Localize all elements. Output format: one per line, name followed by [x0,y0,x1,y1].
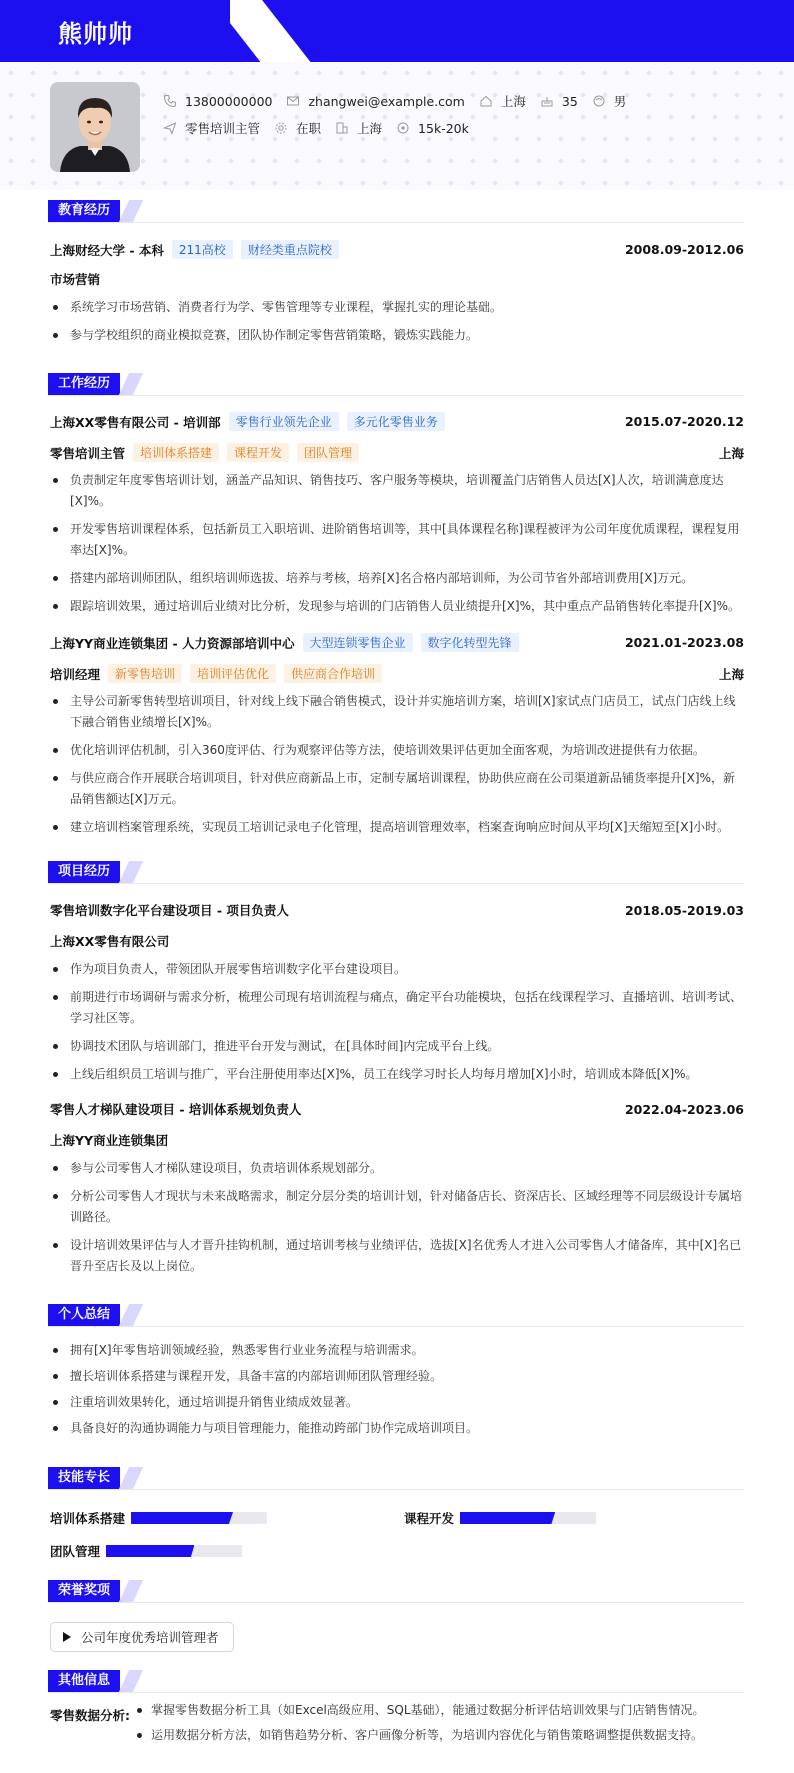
job-role: 零售培训主管 [50,445,126,461]
cake-icon [540,94,554,108]
school-tag: 211高校 [172,240,233,259]
avatar [50,82,140,172]
work-item-2-role [50,664,744,683]
job-target: 零售培训主管 [185,121,261,136]
email-icon [286,94,300,108]
major: 市场营销 [50,272,101,287]
project-item-2-bullets [50,1158,744,1284]
list-item: 搭建内部培训师团队，组织培训师选拔、培养与考核，培养[X]名合格内部培训师，为公司节省外部培训费用[X]万元。 [50,568,744,589]
project-item-1-header [50,901,744,919]
project-period: 2018.05-2019.03 [624,902,744,918]
education-bullets [50,297,744,353]
skill-level-fill [106,1545,194,1557]
list-item: 参与公司零售人才梯队建设项目，负责培训体系规划部分。 [50,1158,744,1179]
skill-bar [131,1512,267,1524]
section-decoration [119,1580,143,1602]
section-title: 技能专长 [48,1467,120,1489]
school-name: 上海财经大学 - 本科 [50,242,164,258]
skill-name: 团队管理 [50,1544,101,1559]
salary-icon [396,121,410,135]
work-period: 2015.07-2020.12 [624,414,744,429]
role-tag: 新零售培训 [108,664,182,683]
other-label: 零售数据分析: [50,1708,130,1723]
summary-bullets [50,1340,744,1444]
skill-item [404,1509,596,1527]
send-icon [163,121,177,135]
divider [48,395,744,396]
section-title: 项目经历 [48,861,120,883]
list-item: 与供应商合作开展联合培训项目，针对供应商新品上市，定制专属培训课程，协助供应商在公司渠道新品铺货率提升[X]%，新品销售额达[X]万元。 [50,768,744,810]
list-item: 擅长培训体系搭建与课程开发，具备丰富的内部培训师团队管理经验。 [50,1366,744,1387]
divider [48,222,744,223]
skill-item [50,1509,267,1527]
work-item-1-bullets [50,470,744,624]
email-address: zhangwei@example.com [308,93,465,109]
list-item: 注重培训效果转化，通过培训提升销售业绩成效显著。 [50,1392,744,1413]
skill-bar [460,1512,596,1524]
contact-row [163,92,640,110]
phone-number: 13800000000 [185,93,273,109]
company-tag: 零售行业领先企业 [229,412,339,431]
section-awards [48,1580,744,1602]
company-tag: 数字化转型先锋 [421,633,519,652]
list-item: 主导公司新零售转型培训项目，针对线上线下融合销售模式，设计并实施培训方案，培训[X]家试点门店员工，试点门店线上线下融合销售业绩增长[X]%。 [50,691,744,733]
skill-level-fill [460,1512,555,1524]
section-work [48,373,744,395]
work-city: 上海 [718,666,744,682]
work-item-2-bullets [50,691,744,845]
education-item [50,240,744,259]
section-title: 荣誉奖项 [48,1580,120,1602]
role-tag: 培训体系搭建 [133,443,219,462]
job-role: 培训经理 [50,666,101,682]
project-period: 2022.04-2023.06 [624,1101,744,1117]
list-item: 参与学校组织的商业模拟竞赛，团队协作制定零售营销策略，锻炼实践能力。 [50,325,744,346]
project-item-1-bullets [50,959,744,1092]
role-tag: 课程开发 [227,443,289,462]
project-title: 零售人才梯队建设项目 - 培训体系规划负责人 [50,1102,302,1117]
project-org: 上海XX零售有限公司 [50,934,170,949]
award-item [50,1622,234,1652]
list-item: 跟踪培训效果，通过培训后业绩对比分析，发现参与培训的门店销售人员业绩提升[X]%，其中重点产品销售转化率提升[X]%。 [50,596,744,617]
age: 35 [561,93,578,109]
section-decoration [119,861,143,883]
list-item: 负责制定年度零售培训计划，涵盖产品知识、销售技巧、客户服务等模块，培训覆盖门店销售人员达[X]人次，培训满意度达[X]%。 [50,470,744,512]
project-org: 上海YY商业连锁集团 [50,1133,169,1148]
section-title: 其他信息 [48,1670,120,1692]
play-icon [63,1632,71,1642]
section-title: 个人总结 [48,1304,120,1326]
skill-name: 培训体系搭建 [50,1511,126,1526]
divider [48,883,744,884]
list-item: 具备良好的沟通协调能力与项目管理能力，能推动跨部门协作完成培训项目。 [50,1418,744,1439]
company-tag: 大型连锁零售企业 [303,633,413,652]
divider [48,1489,744,1490]
section-decoration [119,200,143,222]
company-tag: 多元化零售业务 [347,412,445,431]
location: 上海 [500,94,526,109]
job-intent-row [163,119,483,137]
section-title: 工作经历 [48,373,120,395]
company-name: 上海YY商业连锁集团 - 人力资源部培训中心 [50,635,295,651]
employment-status: 在职 [296,121,322,136]
divider [48,1326,744,1327]
list-item: 拥有[X]年零售培训领域经验，熟悉零售行业业务流程与培训需求。 [50,1340,744,1361]
list-item: 掌握零售数据分析工具（如Excel高级应用、SQL基础），能通过数据分析评估培训效果与门店销售情况。 [135,1700,745,1721]
list-item: 优化培训评估机制，引入360度评估、行为观察评估等方法，使培训效果评估更加全面客观，为培训改进提供有力依据。 [50,740,744,761]
target-city: 上海 [357,121,383,136]
school-tag: 财经类重点院校 [241,240,339,259]
section-decoration [119,373,143,395]
avatar-photo [50,82,140,172]
work-item-2-header [50,633,744,652]
divider [48,1692,744,1693]
work-period: 2021.01-2023.08 [624,635,744,650]
project-item-2-header [50,1100,744,1118]
list-item: 上线后组织员工培训与推广，平台注册使用率达[X]%，员工在线学习时长人均每月增加[X]小时，培训成本降低[X]%。 [50,1064,744,1085]
phone-icon [163,94,177,108]
education-period: 2008.09-2012.06 [624,242,744,257]
section-other [48,1670,744,1692]
project-title: 零售培训数字化平台建设项目 - 项目负责人 [50,903,289,918]
section-decoration [119,1467,143,1489]
other-bullets [135,1700,745,1750]
section-education [48,200,744,222]
list-item: 设计培训效果评估与人才晋升挂钩机制，通过培训考核与业绩评估，选拔[X]名优秀人才进入公司零售人才储备库，其中[X]名已晋升至店长及以上岗位。 [50,1235,744,1277]
skill-level-fill [131,1512,233,1524]
role-tag: 培训评估优化 [190,664,276,683]
section-skills [48,1467,744,1489]
work-item-1-header [50,412,744,431]
role-tag: 供应商合作培训 [284,664,382,683]
work-city: 上海 [718,445,744,461]
list-item: 系统学习市场营销、消费者行为学、零售管理等专业课程，掌握扎实的理论基础。 [50,297,744,318]
list-item: 协调技术团队与培训部门，推进平台开发与测试，在[具体时间]内完成平台上线。 [50,1036,744,1057]
role-tag: 团队管理 [297,443,359,462]
gender: 男 [613,94,627,109]
building-icon [335,121,349,135]
settings-icon [274,121,288,135]
section-decoration [119,1670,143,1692]
divider [48,1602,744,1603]
home-icon [479,94,493,108]
section-decoration [119,1304,143,1326]
list-item: 运用数据分析方法，如销售趋势分析、客户画像分析等，为培训内容优化与销售策略调整提供数据支持。 [135,1725,745,1746]
skill-item [50,1542,242,1560]
section-projects [48,861,744,883]
list-item: 开发零售培训课程体系，包括新员工入职培训、进阶销售培训等，其中[具体课程名称]课程被评为公司年度优质课程，课程复用率达[X]%。 [50,519,744,561]
company-name: 上海XX零售有限公司 - 培训部 [50,414,221,430]
skill-bar [106,1545,242,1557]
section-title: 教育经历 [48,200,120,222]
gender-icon [592,94,606,108]
work-item-1-role [50,443,744,462]
salary: 15k-20k [418,120,469,136]
skill-name: 课程开发 [404,1511,455,1526]
list-item: 前期进行市场调研与需求分析，梳理公司现有培训流程与痛点，确定平台功能模块，包括在线课程学习、直播培训、培训考试、学习社区等。 [50,987,744,1029]
list-item: 作为项目负责人，带领团队开展零售培训数字化平台建设项目。 [50,959,744,980]
list-item: 分析公司零售人才现状与未来战略需求，制定分层分类的培训计划，针对储备店长、资深店长、区域经理等不同层级设计专属培训路径。 [50,1186,744,1228]
section-summary [48,1304,744,1326]
award-name: 公司年度优秀培训管理者 [81,1630,219,1645]
list-item: 建立培训档案管理系统，实现员工培训记录电子化管理，提高培训管理效率，档案查询响应时间从平均[X]天缩短至[X]小时。 [50,817,744,838]
candidate-name: 熊帅帅 [58,20,133,48]
